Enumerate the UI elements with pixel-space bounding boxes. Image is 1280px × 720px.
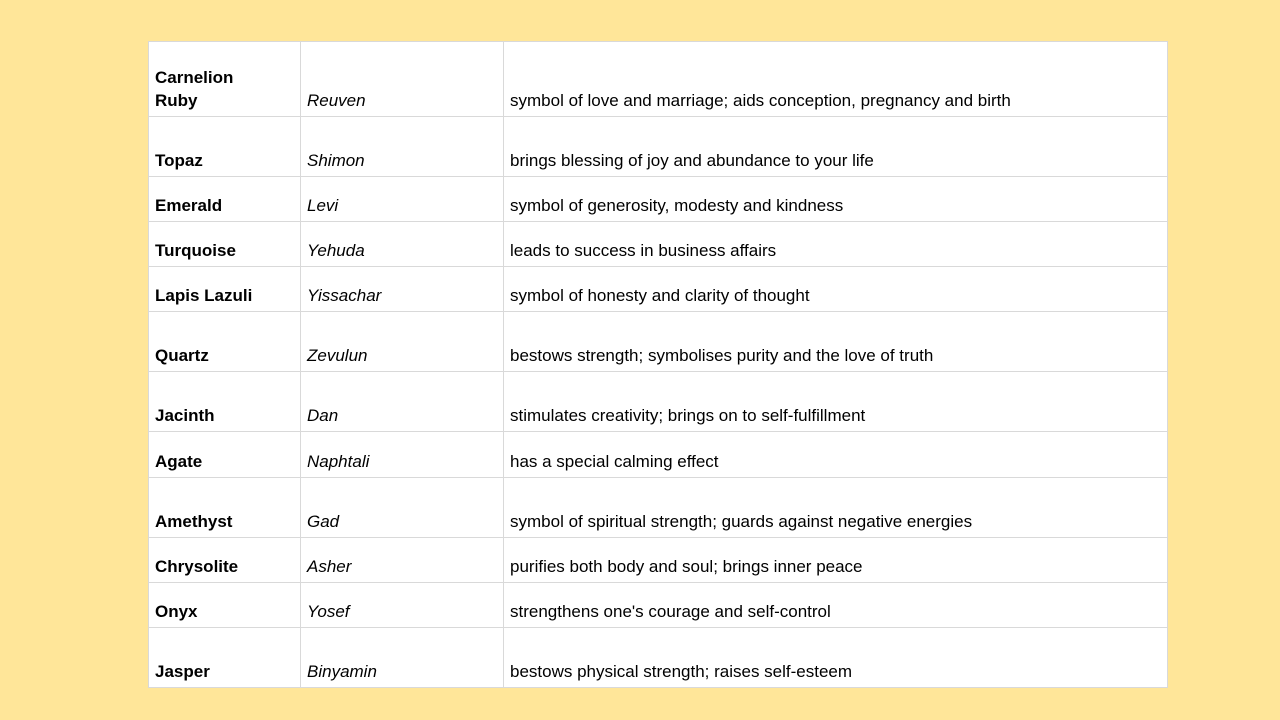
tribe-cell: Reuven (301, 42, 504, 117)
stone-name: Onyx (155, 602, 198, 621)
tribe-cell: Dan (301, 372, 504, 432)
stone-cell (149, 628, 301, 688)
stone-cell (149, 117, 301, 177)
stone-cell (149, 177, 301, 222)
table-row (149, 372, 1168, 432)
tribe-cell: Asher (301, 538, 504, 583)
stone-name: Chrysolite (155, 557, 239, 576)
meaning-cell: symbol of generosity, modesty and kindness (504, 177, 1168, 222)
stone-name: Carnelion (155, 68, 234, 87)
tribe-cell: Yehuda (301, 222, 504, 267)
table-row (149, 478, 1168, 538)
stone-name: Emerald (155, 196, 223, 215)
table-row (149, 312, 1168, 372)
table-row (149, 538, 1168, 583)
stone-cell (149, 42, 301, 117)
meaning-cell: purifies both body and soul; brings inner peace (504, 538, 1168, 583)
table-row (149, 177, 1168, 222)
table-row (149, 628, 1168, 688)
tribe-cell: Levi (301, 177, 504, 222)
tribe-cell: Gad (301, 478, 504, 538)
stone-name: Quartz (155, 346, 209, 365)
stone-name: Jasper (155, 662, 210, 681)
stone-cell (149, 583, 301, 628)
meaning-cell: symbol of spiritual strength; guards against negative energies (504, 478, 1168, 538)
tribe-cell: Naphtali (301, 432, 504, 478)
stone-cell (149, 222, 301, 267)
table-row (149, 267, 1168, 312)
table-row (149, 42, 1168, 117)
meaning-cell: symbol of love and marriage; aids conception, pregnancy and birth (504, 42, 1168, 117)
stone-name: Agate (155, 452, 203, 471)
stone-cell (149, 478, 301, 538)
stone-cell (149, 372, 301, 432)
meaning-cell: bestows physical strength; raises self-esteem (504, 628, 1168, 688)
stone-cell (149, 267, 301, 312)
tribe-cell: Binyamin (301, 628, 504, 688)
tribe-cell: Zevulun (301, 312, 504, 372)
table-row (149, 432, 1168, 478)
stone-name: Ruby (155, 91, 198, 110)
meaning-cell: leads to success in business affairs (504, 222, 1168, 267)
tribe-cell: Shimon (301, 117, 504, 177)
stone-cell (149, 312, 301, 372)
meaning-cell: bestows strength; symbolises purity and the love of truth (504, 312, 1168, 372)
table-row (149, 222, 1168, 267)
meaning-cell: stimulates creativity; brings on to self-fulfillment (504, 372, 1168, 432)
stones-table (148, 41, 1168, 688)
meaning-cell: brings blessing of joy and abundance to your life (504, 117, 1168, 177)
stone-cell (149, 432, 301, 478)
table-row (149, 583, 1168, 628)
tribe-cell: Yosef (301, 583, 504, 628)
stone-name: Amethyst (155, 512, 233, 531)
tribe-cell: Yissachar (301, 267, 504, 312)
stone-name: Topaz (155, 151, 203, 170)
stone-name: Turquoise (155, 241, 236, 260)
meaning-cell: has a special calming effect (504, 432, 1168, 478)
stone-cell (149, 538, 301, 583)
meaning-cell: strengthens one's courage and self-control (504, 583, 1168, 628)
table-row (149, 117, 1168, 177)
stone-name: Lapis Lazuli (155, 286, 253, 305)
meaning-cell: symbol of honesty and clarity of thought (504, 267, 1168, 312)
stone-name: Jacinth (155, 406, 215, 425)
